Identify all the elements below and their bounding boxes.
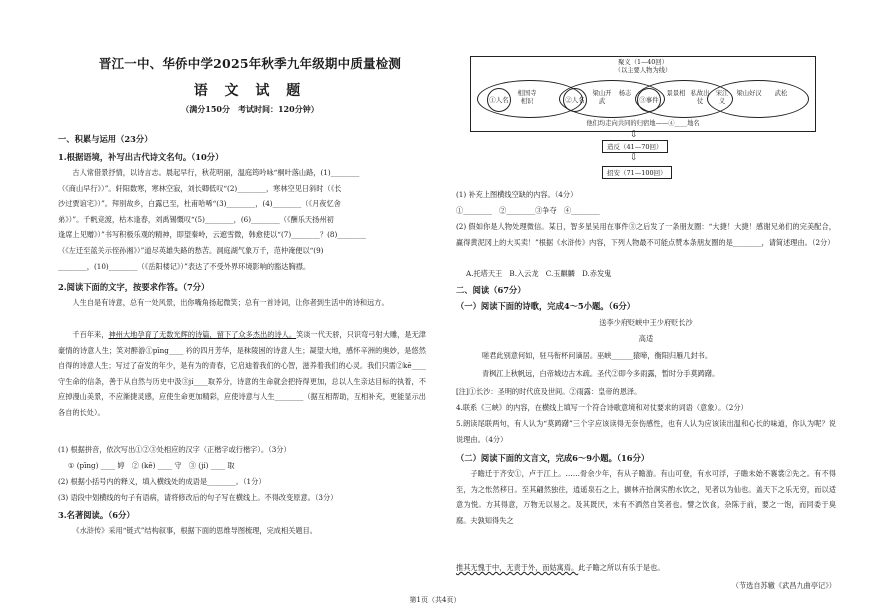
node-label: 相国寺相识	[517, 90, 537, 105]
q2-p2-rest: 笑谈一代天骄，只识弯弓射大雕，是无津豪情的诗意人生；笑对醉游①pīng____ 衿的四月芳华，是秣陵困的诗意人生；凝望大地，感怀辛洲的奥妙，是悠然自得的诗意人生；写过了奋发的年少，是有为的青春，它启迪着我们的心智，滋养着我们的心灵。我们只需②kē____守生命的信条，善于从自然与历史中汲③jí____取养分，诗意的生命就会把持得更加，总以人生亲达目标的执着，不应掉漫山美景，不应渐捷灵感，应使生命更加精彩，应使诗意与人生________（据互相帮助，互相补充，更能显示出各自的长处）。	[58, 330, 426, 417]
q1-line: 沙过贾谊宅》）”。拜别故乡，白露已至，杜甫哈唏“(3)________，(4)________（《月夜忆舍	[58, 199, 341, 209]
node-name-1: ①人名	[487, 88, 511, 112]
q3-sub-2-options: A.托塔天王 B.入云龙 C.玉麒麟 D.赤发鬼	[466, 269, 612, 278]
q3-text: 《水浒传》采用“链式”结构叙事，根据下面的思维导图梳理，完成相关题目。	[72, 526, 317, 535]
diagram-box-amnesty: 招安（71—100回）	[602, 166, 672, 179]
q2-paragraph-2	[58, 327, 426, 433]
q1-line: （《左迁至蓝关示侄孙湘》）”道尽英雄失路的愁苦。洞庭湖气象万千，范仲淹便以“(9)	[58, 245, 324, 255]
diagram-top-label: 聚义（1—40回）	[618, 59, 668, 66]
exam-subtitle: 语 文 试 题	[193, 83, 307, 99]
node-label: 杨志	[618, 90, 632, 97]
section-2-heading: 二、阅读（67分）	[456, 285, 526, 295]
passage-source: （节选自苏辙《武昌九曲亭记》）	[731, 581, 836, 590]
reading-sub-2-heading: （二）阅读下面的文言文，完成6～9小题。（16分）	[456, 453, 650, 463]
right-column	[456, 0, 836, 595]
exam-meta: （满分150分 考试时间：120分钟）	[181, 104, 319, 114]
node-event-3: ③事件	[637, 88, 661, 112]
page-footer: 第1页（共4页）	[409, 596, 461, 604]
poem-title: 送李少府贬峡中王少府贬长沙	[599, 318, 693, 327]
q1-line: ________，(10)________（《岳阳楼记》）”表达了不受外界环境影响的豁达胸襟。	[58, 261, 311, 271]
node-name-2: ②人名	[563, 88, 587, 112]
poem-note: [注]①长沙：圣明的时代庶及世间。②雨露：皇帝的恩泽。	[456, 387, 642, 396]
node-label: 武松	[774, 90, 788, 97]
q2-sub-3: (3) 语段中划横线的句子有语病，请将修改后的句子写在横线上。不得改变原意。（3分）	[58, 493, 338, 502]
diagram-top-sublabel: （以主要人物为线）	[614, 67, 672, 74]
diagram-oval-row	[471, 80, 815, 120]
mindmap-diagram	[470, 56, 816, 132]
down-arrow-icon: ⇩	[630, 153, 638, 163]
q2-sub-1: (1) 根据拼音，依次写出①②③处相应的汉字（正楷字或行楷字）。（3分）	[58, 445, 291, 454]
diagram-bottom-label: 他们均走向共同的归宿地——④____地名	[586, 120, 700, 127]
q1-line: 古人常借景抒情，以诗言志。晨起早行，秋花明丽，温庭筠吟咏“桐叶落山路，(1)________	[72, 168, 360, 177]
exam-title: 晋江一中、华侨中学2025年秋季九年级期中质量检测	[98, 56, 402, 71]
poem-line-1: 嗟君此别意何如，驻马衔杯问谪居。巫峡______猿啼，衡阳归雁几封书。	[482, 351, 713, 360]
classical-passage-end	[456, 560, 836, 576]
question-5: 5.朗读尾联两句，有人认为“莫踌躇”三个字应该读得无奈伤感性，也有人认为应该读出温和心长的味道，你认为呢？说说理由。（4分）	[456, 419, 836, 444]
diagram-box-rebellion: 造反（41—70回）	[602, 140, 668, 153]
question-3-heading: 3.名著阅读。（6分）	[58, 510, 135, 520]
q1-line: （《商山早行》）”。轩阳数寒，寒林空寂，刘长卿低叹“(2)________，寒林空见日斜时（《长	[58, 183, 342, 193]
q3-sub-2: (2) 假如你是人物处理微信。某日，智多星吴用在事件③之后发了一条朋友圈：“大捷！大捷！感谢兄弟们的完美配合，赢得黄泥冈上的大买卖！”根据《水浒传》内容，下列人物最不可能点赞本条朋友圈的是________，请简述理由。（2分）	[456, 222, 836, 247]
question-4: 4.联系《三峡》的内容，在横线上填写一个符合诗歌意境和对仗要求的词语（意象）。（2分）	[456, 403, 748, 412]
passage-marked-sentence: 推其无愧于中，无责于外，而姑寓焉。	[456, 563, 579, 572]
classical-passage: 子瞻迁于齐安①，卢于江上。……骨余少年，有从子瞻游。有山可登，有水可浮，子瞻未始不褰裳②先之。有不得至，为之怅然移日。至其翩然独往，逍遥泉石之上，撷林卉拾涧实酌水饮之，见者以为仙也。盖天下之乐无穷，而以适意为悦。方其得意，万物无以易之。及其既厌，未有不洒然自笑者也。譬之饮食，杂陈于前，要之一饱，而同委于臭腐。夫孰知得失之	[456, 469, 836, 525]
question-1-text	[58, 165, 426, 274]
q2-p2-start: 千百年来，	[72, 330, 109, 339]
node-label: 梁山开武	[592, 90, 612, 105]
node-label: 宋江义	[715, 90, 729, 105]
reading-sub-1-heading: （一）阅读下面的诗歌，完成4～5小题。（6分）	[456, 301, 636, 311]
node-label: 景景相	[666, 90, 686, 97]
node-label: 私故出仗	[690, 90, 710, 105]
poem-author: 高适	[638, 334, 654, 343]
left-column	[58, 0, 426, 595]
question-1-heading: 1.根据语境，补写出古代诗文名句。（10分）	[58, 152, 224, 162]
q1-line: 弟》）”。千帆竞渡，枯木逢春，刘禹锡慨叹“(5)________，(6)________（《酬乐天扬州初	[58, 214, 334, 224]
passage-end-text: 此子瞻之所以有乐于是也。	[578, 563, 665, 572]
q3-sub-1: (1) 补充上图横线空缺的内容。（4分）	[456, 190, 578, 199]
q2-sub-2: (2) 根据小括号内的释义，填入横线处的成语是________。（1分）	[58, 477, 266, 486]
q2-underlined-sentence: 神州大地孕育了无数光辉的诗篇，留下了众多杰出的诗人。	[108, 330, 297, 339]
q2-sub-1-blanks: ① (pīng) ____ 婷 ② (kē) ____ 守 ③ (jí) ____ 取	[68, 461, 235, 470]
section-1-heading: 一、积累与运用（23分）	[58, 134, 153, 144]
question-2-heading: 2.阅读下面的文字，按要求作答。（7分）	[58, 282, 210, 292]
q1-line: 逢席上见赠》）”书写积极乐观的精神，即望秦岭，云遮雪微，韩愈使以“(7)________？(8)________	[58, 230, 367, 240]
poem-line-2: 青枫江上秋帆远，白帝城边古木疏。圣代②即今多雨露，暂时分手莫踌躇。	[482, 369, 720, 378]
node-label: 梁山好汉	[736, 90, 762, 97]
down-arrow-icon: ⇩	[630, 130, 638, 140]
q3-sub-1-blanks: ①________ ②________③争夺 ④________	[456, 206, 600, 215]
q2-paragraph-1: 人生自是有诗意，总有一处风景，出你嘴角扬起微笑；总有一首诗词，让你者到生活中的诗和远方。	[72, 298, 389, 307]
